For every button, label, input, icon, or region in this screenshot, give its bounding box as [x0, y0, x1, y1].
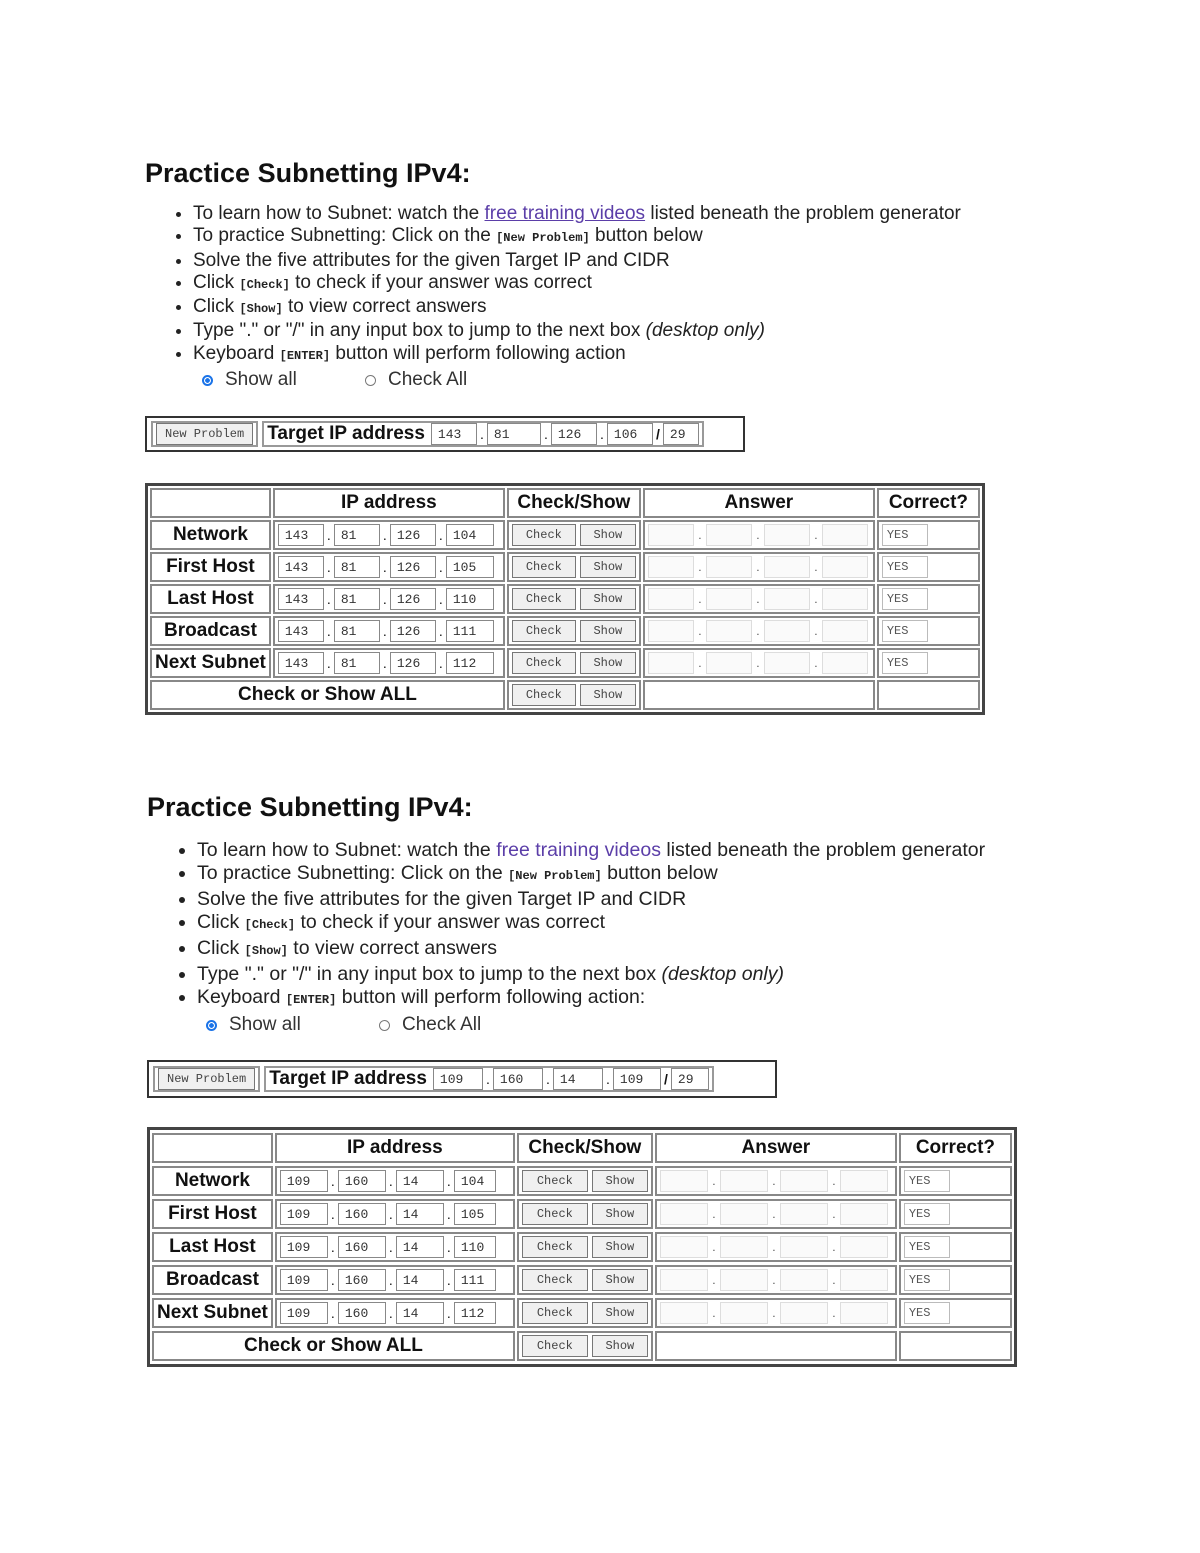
- ip-octet-1[interactable]: 109: [280, 1203, 328, 1225]
- training-videos-link[interactable]: free training videos: [484, 203, 646, 224]
- row-label-first-host: First Host: [152, 1199, 273, 1229]
- check-show-cell: [517, 1166, 653, 1196]
- answer-cell: . . .: [643, 584, 875, 614]
- answer-octet-3[interactable]: [780, 1269, 828, 1291]
- answer-octet-4[interactable]: [822, 556, 868, 578]
- ip-octet-2[interactable]: 160: [338, 1203, 386, 1225]
- check-button[interactable]: Check: [512, 588, 576, 610]
- empty-cell: [655, 1331, 897, 1361]
- radio-check-all-label: Check All: [402, 1014, 482, 1035]
- ip-cell: 143 . 81 . 126 . 110: [273, 584, 505, 614]
- list-item: • To practice Subnetting: Click on the [New Problem] button below: [193, 225, 961, 249]
- row-label-last-host: Last Host: [150, 584, 271, 614]
- check-button[interactable]: Check: [512, 556, 576, 578]
- ip-octet-4[interactable]: 112: [454, 1302, 496, 1324]
- show-button[interactable]: Show: [592, 1269, 648, 1291]
- answer-octet-1[interactable]: [660, 1236, 708, 1258]
- ip-octet-3[interactable]: 126: [390, 620, 436, 642]
- answer-octet-1[interactable]: [660, 1203, 708, 1225]
- check-show-cell: [517, 1298, 653, 1328]
- correct-cell: [899, 1298, 1012, 1328]
- answer-octet-4[interactable]: [840, 1302, 888, 1324]
- answer-octet-4[interactable]: [822, 652, 868, 674]
- ip-octet-3[interactable]: 14: [396, 1302, 444, 1324]
- correct-indicator: YES: [904, 1302, 950, 1324]
- ip-octet-4[interactable]: 110: [446, 588, 494, 610]
- row-label-next-subnet: Next Subnet: [150, 648, 271, 678]
- list-item: • Keyboard [ENTER] button will perform following action:: [197, 986, 985, 1012]
- cidr-input[interactable]: 29: [663, 423, 699, 445]
- answer-octet-4[interactable]: [840, 1269, 888, 1291]
- check-button[interactable]: Check: [522, 1236, 588, 1258]
- target-ip-cell: [264, 1066, 714, 1092]
- check-button[interactable]: Check: [522, 1269, 588, 1291]
- target-ip-bar: [147, 1060, 777, 1098]
- blank-header: [150, 488, 271, 518]
- answer-cell: . . .: [655, 1166, 897, 1196]
- list-item: • Keyboard [ENTER] button will perform following action: [193, 343, 961, 367]
- correct-cell: [877, 552, 980, 582]
- enter-action-radios: [206, 1014, 985, 1036]
- list-item: • To learn how to Subnet: watch the free training videos listed beneath the problem generator: [197, 839, 985, 862]
- table-row: [150, 520, 980, 550]
- show-all-button[interactable]: Show: [592, 1335, 648, 1357]
- ip-octet-1[interactable]: 109: [280, 1170, 328, 1192]
- correct-indicator: YES: [904, 1269, 950, 1291]
- table-row: [152, 1232, 1012, 1262]
- list-item: • Click [Show] to view correct answers: [193, 296, 961, 320]
- ip-cell: 109 . 160 . 14 . 112: [275, 1298, 515, 1328]
- ip-octet-3[interactable]: 14: [396, 1269, 444, 1291]
- ip-octet-2[interactable]: 160: [338, 1236, 386, 1258]
- answer-octet-1[interactable]: [660, 1269, 708, 1291]
- answer-octet-2[interactable]: [720, 1203, 768, 1225]
- ip-octet-2[interactable]: 81: [334, 588, 380, 610]
- correct-indicator: YES: [904, 1236, 950, 1258]
- header-answer: Answer: [655, 1133, 897, 1163]
- answer-octet-1[interactable]: [648, 588, 694, 610]
- subnet-table: [147, 1127, 1017, 1367]
- ip-octet-1[interactable]: 143: [278, 652, 324, 674]
- table-header-row: [150, 488, 980, 518]
- list-item: • Type "." or "/" in any input box to jump to the next box (desktop only): [193, 320, 961, 342]
- show-button[interactable]: Show: [592, 1236, 648, 1258]
- ip-octet-3[interactable]: 126: [390, 652, 436, 674]
- dot-separator: .: [543, 426, 548, 442]
- answer-cell: . . .: [655, 1199, 897, 1229]
- answer-octet-1[interactable]: [660, 1302, 708, 1324]
- page-title: Practice Subnetting IPv4:: [145, 158, 471, 188]
- radio-check-all[interactable]: [365, 375, 376, 386]
- header-check-show: Check/Show: [507, 488, 641, 518]
- answer-octet-1[interactable]: [648, 652, 694, 674]
- ip-octet-4[interactable]: 111: [454, 1269, 496, 1291]
- dot-separator: .: [485, 1071, 490, 1087]
- answer-octet-4[interactable]: [840, 1236, 888, 1258]
- dot-separator: .: [599, 426, 604, 442]
- check-show-cell: [507, 584, 641, 614]
- answer-octet-3[interactable]: [780, 1236, 828, 1258]
- new-problem-cell: [151, 421, 258, 447]
- correct-indicator: YES: [904, 1170, 950, 1192]
- ip-octet-4[interactable]: 105: [454, 1203, 496, 1225]
- slash-separator: /: [655, 426, 660, 442]
- check-button[interactable]: Check: [522, 1302, 588, 1324]
- row-label-next-subnet: Next Subnet: [152, 1298, 273, 1328]
- target-octet-2[interactable]: 160: [493, 1068, 543, 1090]
- target-octet-1[interactable]: 143: [431, 423, 477, 445]
- cidr-input[interactable]: 29: [671, 1068, 709, 1090]
- ip-octet-2[interactable]: 160: [338, 1170, 386, 1192]
- ip-octet-1[interactable]: 109: [280, 1236, 328, 1258]
- ip-octet-1[interactable]: 109: [280, 1302, 328, 1324]
- correct-cell: [899, 1232, 1012, 1262]
- list-item: • Click [Show] to view correct answers: [197, 937, 985, 963]
- answer-cell: . . .: [655, 1232, 897, 1262]
- row-label-network: Network: [150, 520, 271, 550]
- table-row: [150, 648, 980, 678]
- new-problem-button[interactable]: New Problem: [158, 1068, 255, 1090]
- target-ip-bar: [145, 416, 745, 452]
- list-item: • Solve the five attributes for the given Target IP and CIDR: [193, 250, 961, 272]
- show-button[interactable]: Show: [580, 652, 636, 674]
- answer-octet-4[interactable]: [822, 588, 868, 610]
- table-header-row: [152, 1133, 1012, 1163]
- answer-octet-4[interactable]: [840, 1170, 888, 1192]
- ip-cell: 143 . 81 . 126 . 111: [273, 616, 505, 646]
- answer-octet-2[interactable]: [706, 524, 752, 546]
- table-footer-row: [152, 1331, 1012, 1361]
- new-problem-cell: [153, 1066, 260, 1092]
- list-item: • Solve the five attributes for the given Target IP and CIDR: [197, 888, 985, 911]
- answer-cell: . . .: [655, 1265, 897, 1295]
- dot-separator: .: [545, 1071, 550, 1087]
- correct-cell: [877, 648, 980, 678]
- target-octet-1[interactable]: 109: [433, 1068, 483, 1090]
- check-show-cell: [517, 1265, 653, 1295]
- page-title: Practice Subnetting IPv4:: [147, 792, 473, 822]
- answer-octet-1[interactable]: [648, 620, 694, 642]
- correct-cell: [899, 1166, 1012, 1196]
- correct-cell: [899, 1199, 1012, 1229]
- ip-octet-2[interactable]: 81: [334, 652, 380, 674]
- answer-octet-4[interactable]: [840, 1203, 888, 1225]
- dot-separator: .: [605, 1071, 610, 1087]
- radio-show-all-label: Show all: [229, 1014, 301, 1035]
- empty-cell: [877, 680, 980, 710]
- check-show-cell: [517, 1199, 653, 1229]
- ip-cell: 109 . 160 . 14 . 105: [275, 1199, 515, 1229]
- row-label-network: Network: [152, 1166, 273, 1196]
- check-show-cell: [507, 520, 641, 550]
- ip-octet-2[interactable]: 81: [334, 556, 380, 578]
- correct-indicator: YES: [882, 652, 928, 674]
- check-show-cell: [507, 616, 641, 646]
- table-footer-row: [150, 680, 980, 710]
- empty-cell: [643, 680, 875, 710]
- check-show-all-cell: [507, 680, 641, 710]
- list-item: • Click [Check] to check if your answer was correct: [197, 911, 985, 937]
- ip-cell: 109 . 160 . 14 . 110: [275, 1232, 515, 1262]
- new-problem-button[interactable]: New Problem: [156, 423, 253, 445]
- show-button[interactable]: Show: [592, 1302, 648, 1324]
- ip-octet-4[interactable]: 104: [446, 524, 494, 546]
- answer-octet-4[interactable]: [822, 620, 868, 642]
- ip-octet-4[interactable]: 112: [446, 652, 494, 674]
- correct-cell: [877, 520, 980, 550]
- training-videos-link[interactable]: free training videos: [496, 839, 661, 861]
- answer-cell: . . .: [643, 648, 875, 678]
- correct-cell: [899, 1265, 1012, 1295]
- check-show-cell: [517, 1232, 653, 1262]
- answer-octet-1[interactable]: [660, 1170, 708, 1192]
- header-correct: Correct?: [899, 1133, 1012, 1163]
- answer-octet-3[interactable]: [780, 1170, 828, 1192]
- answer-octet-2[interactable]: [720, 1236, 768, 1258]
- check-button[interactable]: Check: [512, 620, 576, 642]
- practice-section-2: [147, 792, 985, 1036]
- ip-octet-3[interactable]: 14: [396, 1203, 444, 1225]
- dot-separator: .: [479, 426, 484, 442]
- answer-octet-2[interactable]: [706, 556, 752, 578]
- answer-octet-2[interactable]: [720, 1269, 768, 1291]
- show-all-button[interactable]: Show: [580, 684, 636, 706]
- answer-octet-2[interactable]: [706, 652, 752, 674]
- check-all-button[interactable]: Check: [512, 684, 576, 706]
- show-button[interactable]: Show: [592, 1203, 648, 1225]
- check-show-all-cell: [517, 1331, 653, 1361]
- target-octet-4[interactable]: 109: [613, 1068, 661, 1090]
- answer-octet-2[interactable]: [706, 620, 752, 642]
- ip-octet-1[interactable]: 109: [280, 1269, 328, 1291]
- check-show-all-label: Check or Show ALL: [150, 680, 505, 710]
- empty-cell: [899, 1331, 1012, 1361]
- blank-header: [152, 1133, 273, 1163]
- check-show-all-label: Check or Show ALL: [152, 1331, 515, 1361]
- ip-octet-1[interactable]: 143: [278, 588, 324, 610]
- correct-indicator: YES: [882, 524, 928, 546]
- practice-section-1: [145, 158, 961, 391]
- header-answer: Answer: [643, 488, 875, 518]
- answer-octet-1[interactable]: [648, 524, 694, 546]
- table-row: [152, 1199, 1012, 1229]
- list-item: • To learn how to Subnet: watch the free training videos listed beneath the problem generator: [193, 203, 961, 225]
- radio-check-all-label: Check All: [388, 369, 468, 391]
- show-button[interactable]: Show: [592, 1170, 648, 1192]
- ip-cell: 143 . 81 . 126 . 112: [273, 648, 505, 678]
- target-octet-3[interactable]: 126: [551, 423, 597, 445]
- answer-cell: . . .: [643, 552, 875, 582]
- ip-cell: 143 . 81 . 126 . 104: [273, 520, 505, 550]
- correct-indicator: YES: [882, 620, 928, 642]
- instruction-list: [145, 203, 961, 367]
- radio-show-all[interactable]: [206, 1020, 217, 1031]
- target-ip-label: Target IP address: [267, 423, 425, 444]
- ip-octet-3[interactable]: 126: [390, 556, 436, 578]
- answer-octet-3[interactable]: [764, 556, 810, 578]
- row-label-first-host: First Host: [150, 552, 271, 582]
- show-button[interactable]: Show: [580, 556, 636, 578]
- ip-octet-4[interactable]: 110: [454, 1236, 496, 1258]
- check-all-button[interactable]: Check: [522, 1335, 588, 1357]
- enter-action-radios: [202, 369, 961, 391]
- answer-octet-3[interactable]: [780, 1302, 828, 1324]
- answer-octet-3[interactable]: [780, 1203, 828, 1225]
- target-octet-2[interactable]: 81: [487, 423, 541, 445]
- list-item: • Click [Check] to check if your answer was correct: [193, 272, 961, 296]
- row-label-last-host: Last Host: [152, 1232, 273, 1262]
- correct-cell: [877, 584, 980, 614]
- table-row: [152, 1298, 1012, 1328]
- show-button[interactable]: Show: [580, 524, 636, 546]
- header-correct: Correct?: [877, 488, 980, 518]
- ip-cell: 143 . 81 . 126 . 105: [273, 552, 505, 582]
- list-item: • To practice Subnetting: Click on the [New Problem] button below: [197, 862, 985, 888]
- radio-show-all-label: Show all: [225, 369, 297, 391]
- show-button[interactable]: Show: [580, 620, 636, 642]
- ip-octet-3[interactable]: 126: [390, 588, 436, 610]
- target-octet-4[interactable]: 106: [607, 423, 653, 445]
- radio-show-all[interactable]: [202, 375, 213, 386]
- target-ip-cell: [262, 421, 704, 447]
- ip-octet-3[interactable]: 126: [390, 524, 436, 546]
- table-row: [150, 552, 980, 582]
- ip-octet-1[interactable]: 143: [278, 556, 324, 578]
- check-button[interactable]: Check: [522, 1170, 588, 1192]
- check-button[interactable]: Check: [522, 1203, 588, 1225]
- instruction-list: [147, 839, 985, 1012]
- check-button[interactable]: Check: [512, 524, 576, 546]
- header-ip-address: IP address: [273, 488, 505, 518]
- ip-octet-2[interactable]: 160: [338, 1302, 386, 1324]
- correct-cell: [877, 616, 980, 646]
- answer-octet-3[interactable]: [764, 524, 810, 546]
- ip-octet-4[interactable]: 111: [446, 620, 494, 642]
- table-row: [152, 1166, 1012, 1196]
- header-check-show: Check/Show: [517, 1133, 653, 1163]
- answer-octet-1[interactable]: [648, 556, 694, 578]
- check-show-cell: [507, 648, 641, 678]
- answer-octet-2[interactable]: [720, 1302, 768, 1324]
- row-label-broadcast: Broadcast: [150, 616, 271, 646]
- list-item: • Type "." or "/" in any input box to jump to the next box (desktop only): [197, 963, 985, 986]
- ip-cell: 109 . 160 . 14 . 111: [275, 1265, 515, 1295]
- target-octet-3[interactable]: 14: [553, 1068, 603, 1090]
- show-button[interactable]: Show: [580, 588, 636, 610]
- correct-indicator: YES: [882, 556, 928, 578]
- ip-octet-2[interactable]: 81: [334, 620, 380, 642]
- answer-cell: . . .: [655, 1298, 897, 1328]
- answer-octet-2[interactable]: [706, 588, 752, 610]
- answer-octet-3[interactable]: [764, 620, 810, 642]
- check-show-cell: [507, 552, 641, 582]
- ip-octet-4[interactable]: 104: [454, 1170, 496, 1192]
- answer-octet-3[interactable]: [764, 588, 810, 610]
- row-label-broadcast: Broadcast: [152, 1265, 273, 1295]
- ip-cell: 109 . 160 . 14 . 104: [275, 1166, 515, 1196]
- ip-octet-3[interactable]: 14: [396, 1170, 444, 1192]
- ip-octet-1[interactable]: 143: [278, 620, 324, 642]
- correct-indicator: YES: [904, 1203, 950, 1225]
- table-row: [150, 616, 980, 646]
- answer-octet-3[interactable]: [764, 652, 810, 674]
- header-ip-address: IP address: [275, 1133, 515, 1163]
- answer-cell: . . .: [643, 616, 875, 646]
- check-button[interactable]: Check: [512, 652, 576, 674]
- radio-check-all[interactable]: [379, 1020, 390, 1031]
- ip-octet-3[interactable]: 14: [396, 1236, 444, 1258]
- slash-separator: /: [663, 1071, 668, 1087]
- answer-cell: . . .: [643, 520, 875, 550]
- target-ip-label: Target IP address: [269, 1068, 427, 1089]
- ip-octet-2[interactable]: 81: [334, 524, 380, 546]
- table-row: [152, 1265, 1012, 1295]
- ip-octet-4[interactable]: 105: [446, 556, 494, 578]
- subnet-table: [145, 483, 985, 715]
- answer-octet-4[interactable]: [822, 524, 868, 546]
- answer-octet-2[interactable]: [720, 1170, 768, 1192]
- table-row: [150, 584, 980, 614]
- ip-octet-2[interactable]: 160: [338, 1269, 386, 1291]
- ip-octet-1[interactable]: 143: [278, 524, 324, 546]
- correct-indicator: YES: [882, 588, 928, 610]
